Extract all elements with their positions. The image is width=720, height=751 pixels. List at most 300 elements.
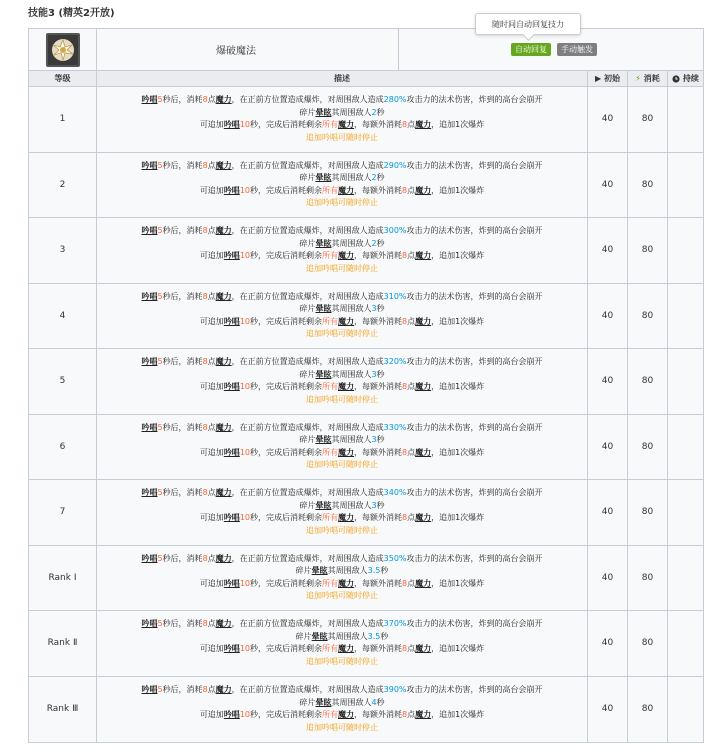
stun-term[interactable]: 晕眩 <box>315 238 332 248</box>
skill-header <box>29 29 703 71</box>
level-cell: 3 <box>29 218 97 283</box>
desc-line-1 <box>141 356 542 369</box>
desc-text: 点 <box>407 185 416 195</box>
duration-cell <box>668 87 703 152</box>
desc-text: 点 <box>207 553 216 563</box>
init-cell: 40 <box>588 415 628 480</box>
cost-cell: 80 <box>628 546 668 611</box>
desc-text: 其周围敌人 <box>327 631 368 641</box>
stun-term[interactable]: 晕眩 <box>315 435 332 445</box>
chant-term[interactable]: 吟唱 <box>141 160 158 170</box>
desc-text: 秒，完成后消耗剩余 <box>250 447 322 457</box>
mp-number: 8 <box>202 226 208 236</box>
desc-text: 攻击力的法术伤害，炸到的高台会崩开 <box>406 553 543 563</box>
level-cell: Rank Ⅲ <box>29 677 97 743</box>
chant-term[interactable]: 吟唱 <box>223 513 240 523</box>
stun-seconds: 2 <box>371 238 377 248</box>
magic-term[interactable]: 魔力 <box>338 120 354 130</box>
desc-line-4: 追加吟唱可随时停止 <box>306 394 378 404</box>
desc-text: 秒 <box>380 566 389 576</box>
desc-text: 秒后，消耗 <box>162 685 203 695</box>
duration-cell <box>668 284 703 349</box>
table-body <box>29 87 703 742</box>
desc-text: 秒后，消耗 <box>162 226 203 236</box>
magic-term[interactable]: 魔力 <box>215 553 232 563</box>
tag-manual-trigger: 手动触发 <box>557 43 597 56</box>
desc-text: 点 <box>407 316 416 326</box>
desc-line-1 <box>141 225 542 238</box>
extra-mp: 8 <box>402 120 408 130</box>
mp-number: 8 <box>202 553 208 563</box>
desc-text: 秒 <box>376 173 385 183</box>
table-row <box>29 153 703 219</box>
desc-text: ，每额外消耗 <box>354 185 402 195</box>
mp-number: 8 <box>202 357 208 367</box>
desc-cell <box>97 677 588 743</box>
stun-term[interactable]: 晕眩 <box>315 500 332 510</box>
desc-text: 点 <box>207 291 216 301</box>
chant-seconds: 5 <box>157 291 163 301</box>
mp-number: 8 <box>202 685 208 695</box>
chant-seconds: 5 <box>157 357 163 367</box>
magic-term[interactable]: 魔力 <box>215 291 232 301</box>
extra-mp: 8 <box>402 185 408 195</box>
desc-text: 碎片 <box>299 697 316 707</box>
desc-line-1 <box>141 422 542 435</box>
desc-line-1 <box>141 684 542 697</box>
desc-line-4: 追加吟唱可随时停止 <box>306 198 378 208</box>
duration-cell <box>668 611 703 676</box>
extra-seconds: 10 <box>239 578 250 588</box>
desc-text: ，追加1次爆炸 <box>431 447 485 457</box>
chant-seconds: 5 <box>157 422 163 432</box>
mp-number: 8 <box>202 95 208 105</box>
level-cell: 1 <box>29 87 97 152</box>
magic-term[interactable]: 魔力 <box>338 578 354 588</box>
magic-term[interactable]: 魔力 <box>338 513 354 523</box>
desc-line-4: 追加吟唱可随时停止 <box>306 132 378 142</box>
table-row <box>29 284 703 350</box>
desc-text: 秒 <box>376 107 385 117</box>
desc-line-2 <box>299 172 384 185</box>
desc-text: 秒后，消耗 <box>162 488 203 498</box>
desc-text: ，每额外消耗 <box>354 578 402 588</box>
chant-term[interactable]: 吟唱 <box>223 447 240 457</box>
stun-term[interactable]: 晕眩 <box>315 697 332 707</box>
desc-text: 可追加 <box>199 382 224 392</box>
desc-text: 秒，完成后消耗剩余 <box>250 382 322 392</box>
table-row <box>29 546 703 612</box>
duration-cell <box>668 480 703 545</box>
extra-seconds: 10 <box>239 382 250 392</box>
desc-line-1 <box>141 291 542 304</box>
desc-line-2 <box>299 697 384 710</box>
desc-text: 攻击力的法术伤害，炸到的高台会崩开 <box>406 291 543 301</box>
desc-line-2 <box>299 434 384 447</box>
extra-mp: 8 <box>402 447 408 457</box>
level-cell: 6 <box>29 415 97 480</box>
extra-mp: 8 <box>402 578 408 588</box>
all-text: 所有 <box>322 644 338 654</box>
cost-cell: 80 <box>628 284 668 349</box>
desc-text: ，追加1次爆炸 <box>431 644 485 654</box>
desc-text: 点 <box>407 251 416 261</box>
stun-term[interactable]: 晕眩 <box>315 369 332 379</box>
chant-seconds: 5 <box>157 619 163 629</box>
magic-term[interactable]: 魔力 <box>215 685 232 695</box>
desc-text: 可追加 <box>199 513 224 523</box>
chant-term[interactable]: 吟唱 <box>141 553 158 563</box>
desc-text: ，追加1次爆炸 <box>431 578 485 588</box>
chant-term[interactable]: 吟唱 <box>141 422 158 432</box>
chant-term[interactable]: 吟唱 <box>141 685 158 695</box>
section-title: 技能3 (精英2开放) <box>28 8 115 19</box>
desc-text: 秒，完成后消耗剩余 <box>250 644 322 654</box>
desc-text: 点 <box>207 422 216 432</box>
desc-text: 其周围敌人 <box>331 697 372 707</box>
table-row <box>29 415 703 481</box>
clock-icon <box>672 75 680 83</box>
level-cell: Rank Ⅰ <box>29 546 97 611</box>
desc-text: ，在正前方位置造成爆炸，对周围敌人造成 <box>231 291 384 301</box>
magic-term[interactable]: 魔力 <box>415 447 432 457</box>
magic-term[interactable]: 魔力 <box>338 447 354 457</box>
desc-text: 秒 <box>376 435 385 445</box>
desc-cell <box>97 284 588 349</box>
desc-text: ，在正前方位置造成爆炸，对周围敌人造成 <box>231 619 384 629</box>
cost-cell: 80 <box>628 153 668 218</box>
desc-line-2 <box>296 631 389 644</box>
table-row <box>29 218 703 284</box>
desc-text: 点 <box>207 357 216 367</box>
chant-term[interactable]: 吟唱 <box>141 226 158 236</box>
desc-line-2 <box>299 107 384 120</box>
desc-text: 点 <box>207 95 216 105</box>
desc-cell <box>97 87 588 152</box>
desc-cell <box>97 153 588 218</box>
col-level: 等级 <box>29 71 97 86</box>
magic-term[interactable]: 魔力 <box>338 185 354 195</box>
col-init: ▶ 初始 <box>588 71 628 86</box>
desc-text: 攻击力的法术伤害，炸到的高台会崩开 <box>406 422 543 432</box>
chant-term[interactable]: 吟唱 <box>223 382 240 392</box>
magic-term[interactable]: 魔力 <box>215 488 232 498</box>
desc-text: 攻击力的法术伤害，炸到的高台会崩开 <box>406 685 543 695</box>
duration-cell <box>668 153 703 218</box>
chant-term[interactable]: 吟唱 <box>223 316 240 326</box>
stun-term[interactable]: 晕眩 <box>315 304 332 314</box>
desc-text: 其周围敌人 <box>331 107 372 117</box>
cost-cell: 80 <box>628 611 668 676</box>
skill-icon-cell <box>29 29 97 70</box>
desc-text: 可追加 <box>199 578 224 588</box>
desc-text: 点 <box>407 644 416 654</box>
damage-percent: 280% <box>383 95 407 105</box>
init-cell: 40 <box>588 546 628 611</box>
col-cost-label: 消耗 <box>643 74 660 83</box>
desc-text: ，每额外消耗 <box>354 644 402 654</box>
magic-term[interactable]: 魔力 <box>415 710 432 720</box>
magic-term[interactable]: 魔力 <box>415 185 432 195</box>
desc-line-1 <box>141 618 542 631</box>
level-cell: 2 <box>29 153 97 218</box>
desc-text: ，追加1次爆炸 <box>431 316 485 326</box>
table-row <box>29 349 703 415</box>
desc-text: 秒，完成后消耗剩余 <box>250 513 322 523</box>
desc-text: 点 <box>407 578 416 588</box>
magic-term[interactable]: 魔力 <box>415 120 432 130</box>
magic-term[interactable]: 魔力 <box>415 513 432 523</box>
extra-seconds: 10 <box>239 644 250 654</box>
magic-term[interactable]: 魔力 <box>338 251 354 261</box>
chant-term[interactable]: 吟唱 <box>141 291 158 301</box>
desc-line-3 <box>200 316 484 329</box>
desc-text: 可追加 <box>199 185 224 195</box>
desc-line-3 <box>200 250 484 263</box>
all-text: 所有 <box>322 382 338 392</box>
tag-auto-recovery: 自动回复 <box>511 43 551 56</box>
desc-line-2 <box>299 500 384 513</box>
mp-number: 8 <box>202 291 208 301</box>
desc-line-2 <box>296 565 389 578</box>
desc-cell <box>97 415 588 480</box>
desc-line-4: 追加吟唱可随时停止 <box>306 656 378 666</box>
stun-seconds: 3 <box>371 369 377 379</box>
damage-percent: 290% <box>383 160 407 170</box>
desc-text: 点 <box>407 513 416 523</box>
desc-text: 点 <box>207 685 216 695</box>
extra-mp: 8 <box>402 513 408 523</box>
desc-cell <box>97 546 588 611</box>
mp-number: 8 <box>202 160 208 170</box>
desc-text: 秒 <box>376 238 385 248</box>
desc-text: 攻击力的法术伤害，炸到的高台会崩开 <box>406 488 543 498</box>
desc-text: 秒 <box>380 631 389 641</box>
magic-term[interactable]: 魔力 <box>338 710 354 720</box>
table-row <box>29 480 703 546</box>
stun-seconds: 3 <box>371 500 377 510</box>
desc-line-1 <box>141 487 542 500</box>
magic-term[interactable]: 魔力 <box>415 382 432 392</box>
desc-text: 点 <box>407 382 416 392</box>
desc-text: 秒后，消耗 <box>162 95 203 105</box>
desc-text: 秒 <box>376 500 385 510</box>
col-duration-label: 持续 <box>682 74 699 83</box>
desc-text: 碎片 <box>299 107 316 117</box>
cost-cell: 80 <box>628 349 668 414</box>
cost-cell: 80 <box>628 415 668 480</box>
desc-text: 攻击力的法术伤害，炸到的高台会崩开 <box>406 160 543 170</box>
magic-term[interactable]: 魔力 <box>415 644 432 654</box>
extra-mp: 8 <box>402 316 408 326</box>
level-cell: Rank Ⅱ <box>29 611 97 676</box>
extra-seconds: 10 <box>239 316 250 326</box>
stun-seconds: 3.5 <box>367 631 381 641</box>
desc-line-2 <box>299 303 384 316</box>
extra-seconds: 10 <box>239 120 250 130</box>
desc-text: 碎片 <box>299 500 316 510</box>
desc-line-3 <box>200 578 484 591</box>
cost-cell: 80 <box>628 677 668 743</box>
damage-percent: 330% <box>383 422 407 432</box>
desc-text: 其周围敌人 <box>331 304 372 314</box>
init-cell: 40 <box>588 153 628 218</box>
chant-term[interactable]: 吟唱 <box>223 120 240 130</box>
stun-seconds: 3.5 <box>367 566 381 576</box>
col-duration <box>668 71 703 86</box>
magic-term[interactable]: 魔力 <box>338 382 354 392</box>
stun-term[interactable]: 晕眩 <box>311 631 328 641</box>
desc-text: 攻击力的法术伤害，炸到的高台会崩开 <box>406 357 543 367</box>
desc-text: ，追加1次爆炸 <box>431 382 485 392</box>
init-cell: 40 <box>588 480 628 545</box>
stun-seconds: 3 <box>371 304 377 314</box>
desc-line-4: 追加吟唱可随时停止 <box>306 460 378 470</box>
desc-line-4: 追加吟唱可随时停止 <box>306 263 378 273</box>
chant-term[interactable]: 吟唱 <box>223 185 240 195</box>
desc-text: 碎片 <box>299 435 316 445</box>
damage-percent: 390% <box>383 685 407 695</box>
level-cell: 7 <box>29 480 97 545</box>
chant-term[interactable]: 吟唱 <box>141 619 158 629</box>
all-text: 所有 <box>322 710 338 720</box>
magic-term[interactable]: 魔力 <box>215 619 232 629</box>
magic-term[interactable]: 魔力 <box>215 95 232 105</box>
desc-cell <box>97 480 588 545</box>
magic-term[interactable]: 魔力 <box>338 316 354 326</box>
chant-term[interactable]: 吟唱 <box>223 710 240 720</box>
all-text: 所有 <box>322 578 338 588</box>
duration-cell <box>668 677 703 743</box>
magic-term[interactable]: 魔力 <box>415 316 432 326</box>
chant-seconds: 5 <box>157 685 163 695</box>
init-cell: 40 <box>588 284 628 349</box>
desc-text: 其周围敌人 <box>331 238 372 248</box>
cost-cell: 80 <box>628 87 668 152</box>
magic-term[interactable]: 魔力 <box>215 160 232 170</box>
desc-text: 点 <box>407 447 416 457</box>
desc-text: ，每额外消耗 <box>354 382 402 392</box>
desc-text: 其周围敌人 <box>331 173 372 183</box>
desc-line-3 <box>200 709 484 722</box>
cost-cell: 80 <box>628 218 668 283</box>
desc-text: 秒 <box>376 369 385 379</box>
col-desc: 描述 <box>97 71 588 86</box>
tooltip: 随时间自动回复技力 <box>475 13 581 35</box>
magic-term[interactable]: 魔力 <box>215 226 232 236</box>
chant-seconds: 5 <box>157 488 163 498</box>
desc-line-3 <box>200 119 484 132</box>
cost-cell: 80 <box>628 480 668 545</box>
damage-percent: 310% <box>383 291 407 301</box>
desc-text: 秒后，消耗 <box>162 291 203 301</box>
chant-term[interactable]: 吟唱 <box>223 251 240 261</box>
desc-text: 秒，完成后消耗剩余 <box>250 251 322 261</box>
chant-seconds: 5 <box>157 95 163 105</box>
all-text: 所有 <box>322 316 338 326</box>
stun-seconds: 2 <box>371 107 377 117</box>
stun-term[interactable]: 晕眩 <box>315 107 332 117</box>
desc-line-3 <box>200 643 484 656</box>
desc-line-1 <box>141 553 542 566</box>
desc-line-3 <box>200 185 484 198</box>
desc-text: 点 <box>407 120 416 130</box>
desc-text: 点 <box>207 619 216 629</box>
level-cell: 5 <box>29 349 97 414</box>
magic-term[interactable]: 魔力 <box>415 578 432 588</box>
desc-text: 碎片 <box>299 369 316 379</box>
chant-term[interactable]: 吟唱 <box>141 357 158 367</box>
mp-number: 8 <box>202 619 208 629</box>
skill-name: 爆破魔法 <box>97 29 399 70</box>
stun-seconds: 2 <box>371 173 377 183</box>
desc-text: 其周围敌人 <box>327 566 368 576</box>
all-text: 所有 <box>322 447 338 457</box>
desc-text: ，在正前方位置造成爆炸，对周围敌人造成 <box>231 357 384 367</box>
desc-text: 碎片 <box>299 173 316 183</box>
stun-term[interactable]: 晕眩 <box>311 566 328 576</box>
desc-line-3 <box>200 381 484 394</box>
magic-term[interactable]: 魔力 <box>215 357 232 367</box>
desc-text: ，每额外消耗 <box>354 447 402 457</box>
duration-cell <box>668 349 703 414</box>
table-row <box>29 87 703 153</box>
chant-seconds: 5 <box>157 553 163 563</box>
all-text: 所有 <box>322 185 338 195</box>
column-header-row <box>29 71 703 87</box>
magic-term[interactable]: 魔力 <box>415 251 432 261</box>
desc-text: 攻击力的法术伤害，炸到的高台会崩开 <box>406 619 543 629</box>
desc-text: ，在正前方位置造成爆炸，对周围敌人造成 <box>231 160 384 170</box>
desc-text: ，追加1次爆炸 <box>431 513 485 523</box>
desc-text: ，在正前方位置造成爆炸，对周围敌人造成 <box>231 488 384 498</box>
extra-mp: 8 <box>402 382 408 392</box>
magic-term[interactable]: 魔力 <box>215 422 232 432</box>
desc-text: 秒，完成后消耗剩余 <box>250 185 322 195</box>
desc-text: 秒，完成后消耗剩余 <box>250 120 322 130</box>
damage-percent: 300% <box>383 226 407 236</box>
init-cell: 40 <box>588 87 628 152</box>
chant-term[interactable]: 吟唱 <box>141 488 158 498</box>
desc-line-4: 追加吟唱可随时停止 <box>306 722 378 732</box>
desc-text: 点 <box>207 160 216 170</box>
duration-cell <box>668 546 703 611</box>
chant-term[interactable]: 吟唱 <box>223 644 240 654</box>
desc-line-3 <box>200 447 484 460</box>
desc-text: ，每额外消耗 <box>354 251 402 261</box>
skill-tags <box>399 29 703 70</box>
bolt-icon: ⚡ <box>635 74 641 83</box>
desc-text: 其周围敌人 <box>331 435 372 445</box>
desc-text: ，每额外消耗 <box>354 316 402 326</box>
extra-seconds: 10 <box>239 513 250 523</box>
desc-text: 秒，完成后消耗剩余 <box>250 710 322 720</box>
desc-text: ，每额外消耗 <box>354 710 402 720</box>
chant-term[interactable]: 吟唱 <box>141 95 158 105</box>
magic-term[interactable]: 魔力 <box>338 644 354 654</box>
stun-term[interactable]: 晕眩 <box>315 173 332 183</box>
extra-mp: 8 <box>402 710 408 720</box>
extra-mp: 8 <box>402 251 408 261</box>
chant-term[interactable]: 吟唱 <box>223 578 240 588</box>
chant-seconds: 5 <box>157 226 163 236</box>
desc-line-1 <box>141 160 542 173</box>
desc-text: ，每额外消耗 <box>354 513 402 523</box>
level-cell: 4 <box>29 284 97 349</box>
desc-line-4: 追加吟唱可随时停止 <box>306 329 378 339</box>
desc-text: 秒后，消耗 <box>162 619 203 629</box>
desc-text: ，在正前方位置造成爆炸，对周围敌人造成 <box>231 553 384 563</box>
